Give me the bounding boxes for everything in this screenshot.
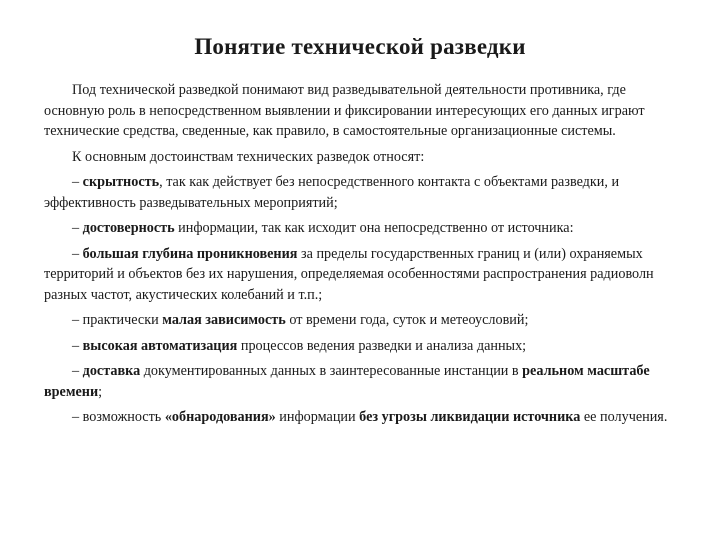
slide-title: Понятие технической разведки <box>194 34 526 59</box>
slide-body <box>44 80 680 433</box>
advantage-item: – высокая автоматизация процессов ведения разведки и анализа данных; <box>72 337 527 354</box>
lead-paragraph: К основным достоинствам технических разведок относят: <box>72 148 425 165</box>
advantage-item: – достоверность информации, так как исходит она непосредственно от источника: <box>72 220 574 236</box>
advantage-item: – практически малая зависимость от времени года, суток и метеоусловий; <box>72 312 529 328</box>
advantage-item: – большая глубина проникновения за пределы государственных границ и (или) охраняемых территорий и объектов без их нарушения, определяемая особенностями распространения радиоволн разных частот, акустических колебаний и т.п.; <box>44 245 654 303</box>
advantage-item: – скрытность, так как действует без непосредственного контакта с объектами разведки, и эффективность разведывательных мероприятий; <box>44 174 620 211</box>
advantage-item: – возможность «обнародования» информации без угрозы ликвидации источника ее получения. <box>72 409 668 425</box>
intro-paragraph: Под технической разведкой понимают вид разведывательной деятельности противника, где основную роль в непосредственном выявлении и фиксировании интересующих его данных играют технические средства, сведенные, как правило, в самостоятельные организационные системы. <box>44 82 645 139</box>
advantage-item: – доставка документированных данных в заинтересованные инстанции в реальном масштабе времени; <box>44 363 650 400</box>
